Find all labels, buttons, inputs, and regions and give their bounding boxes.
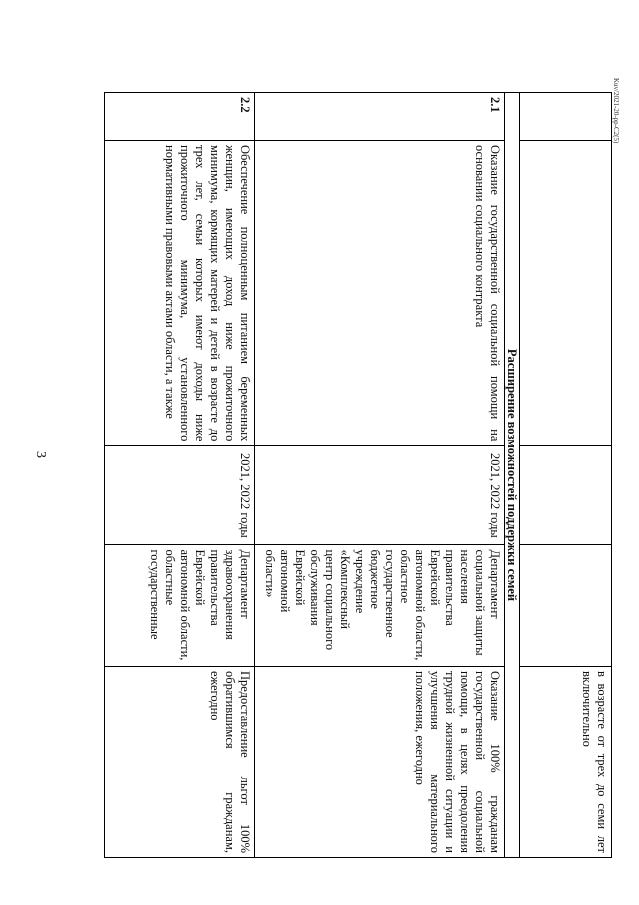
- cell-result: Оказание 100% гражданам государственной социальной помощи, в целях преодоления трудной жизненной ситуации и улучшения материального положения, ежегодно: [255, 666, 505, 857]
- cell-empty: [520, 93, 612, 141]
- cell-empty: [520, 545, 612, 667]
- document-code: Kuv/2021-20-pp-C2(5): [612, 78, 620, 144]
- cell-result: Предоставление льгот 100% обратившимся гражданам, ежегодно: [105, 666, 255, 857]
- cell-term: 2021, 2022 годы: [255, 446, 505, 545]
- cell-number: 2.2: [105, 93, 255, 141]
- cell-number: 2.1: [255, 93, 505, 141]
- cell-empty: [520, 141, 612, 446]
- table-row: [255, 93, 505, 858]
- table-row-continuation: [520, 93, 612, 858]
- section-title: Расширение возможностей поддержки семей: [505, 93, 520, 858]
- cell-term: 2021, 2022 годы: [105, 446, 255, 545]
- page-number: 3: [33, 451, 48, 458]
- section-row: [505, 93, 520, 858]
- cell-result: в возрасте от трех до семи лет включительно: [520, 666, 612, 857]
- cell-empty: [520, 446, 612, 545]
- measures-table: [104, 92, 612, 858]
- rotated-table-container: [104, 92, 612, 858]
- table-row: [105, 93, 255, 858]
- cell-activity: Обеспечение полноценным питанием беременных женщин, имеющих доход ниже прожиточного минимума, кормящих матерей и детей в возрасте до трех лет, семьи которых имеют доходы ниже прожиточного минимума, установленного нормативными правовыми актами области, а также: [105, 141, 255, 446]
- cell-executors: Департамент здравоохранения правительства Еврейской автономной области, областные государственные: [105, 545, 255, 667]
- cell-activity: Оказание государственной социальной помощи на основании социального контракта: [255, 141, 505, 446]
- cell-executors: Департамент социальной защиты населения правительства Еврейской автономной области, областное государственное бюджетное учреждение «Комплексный центр социального обслуживания Еврейской автономной области»: [255, 545, 505, 667]
